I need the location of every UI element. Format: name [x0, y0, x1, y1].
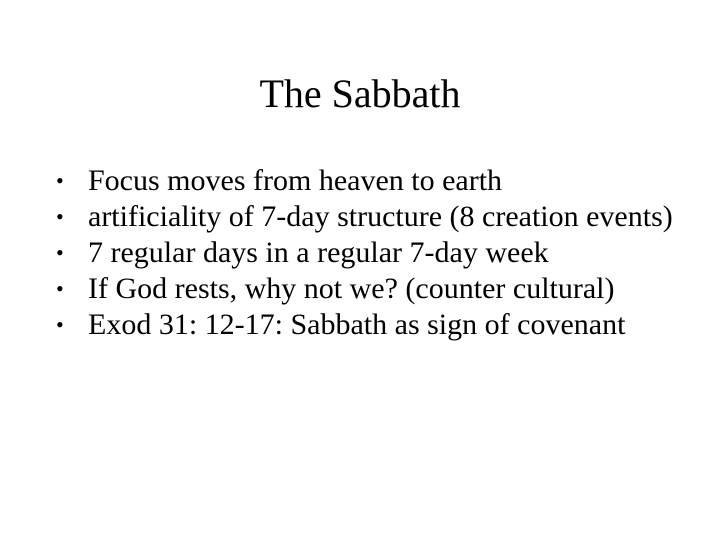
- bullet-text: Focus moves from heaven to earth: [88, 164, 503, 197]
- slide-title: The Sabbath: [259, 71, 461, 116]
- bullet-list: [56, 163, 676, 343]
- bullet-text: 7 regular days in a regular 7-day week: [88, 236, 549, 269]
- bullet-item: [56, 199, 676, 235]
- bullet-point-icon: •: [56, 240, 64, 265]
- bullet-point-icon: •: [56, 312, 64, 337]
- bullet-text: Exod 31: 12-17: Sabbath as sign of covenant: [88, 308, 626, 341]
- bullet-point-icon: •: [56, 204, 64, 229]
- bullet-item: [56, 307, 676, 343]
- bullet-text: artificiality of 7-day structure (8 creation events): [88, 200, 673, 233]
- bullet-item: [56, 163, 676, 199]
- bullet-item: [56, 271, 676, 307]
- bullet-point-icon: •: [56, 168, 64, 193]
- bullet-text: If God rests, why not we? (counter cultural): [88, 272, 615, 305]
- bullet-point-icon: •: [56, 276, 64, 301]
- bullet-item: [56, 235, 676, 271]
